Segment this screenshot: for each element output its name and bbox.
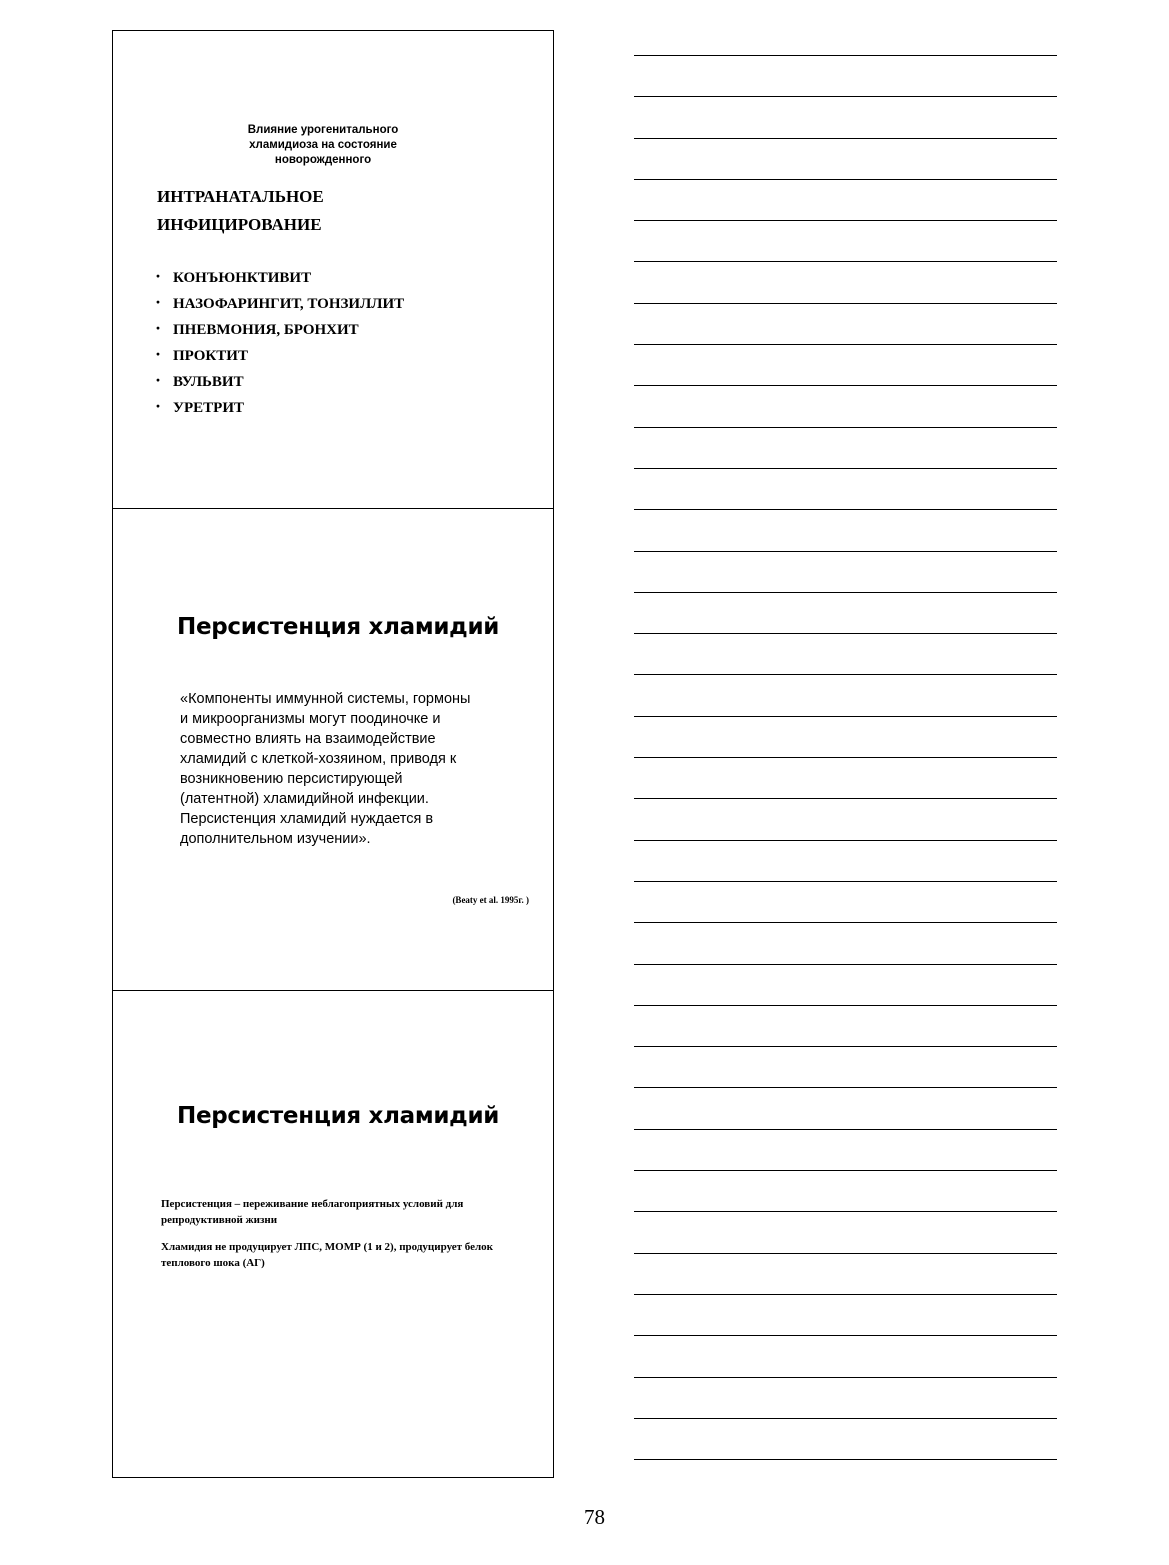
note-line (634, 1418, 1057, 1419)
note-line (634, 179, 1057, 180)
list-item (155, 290, 404, 316)
slide-1-heading-line1: ИНТРАНАТАЛЬНОЕ (157, 187, 324, 206)
note-line (634, 798, 1057, 799)
note-line (634, 633, 1057, 634)
note-line (634, 509, 1057, 510)
note-line (634, 922, 1057, 923)
note-line (634, 96, 1057, 97)
note-line (634, 138, 1057, 139)
slide-1 (113, 31, 553, 509)
list-item (155, 264, 404, 290)
slide-1-heading (157, 183, 324, 239)
slide-3 (113, 991, 553, 1477)
note-line (634, 220, 1057, 221)
list-item (155, 368, 404, 394)
slide-3-title: Персистенция хламидий (177, 1103, 500, 1129)
note-line (634, 840, 1057, 841)
note-line (634, 964, 1057, 965)
note-line (634, 1170, 1057, 1171)
list-item-label: УРЕТРИТ (173, 400, 245, 416)
list-item (155, 342, 404, 368)
note-line (634, 1335, 1057, 1336)
slide-2-quote: «Компоненты иммунной системы, гормоны и микроорганизмы могут поодиночке и совместно влиять на взаимодействие хламидий с клеткой-хозяином, приводя к возникновению персистирующей (латентной) хламидийной инфекции. Персистенция хламидий нуждается в дополнительном изучении». (180, 691, 471, 847)
note-line (634, 427, 1057, 428)
slide-1-heading-line2: ИНФИЦИРОВАНИЕ (157, 215, 322, 234)
note-line (634, 881, 1057, 882)
note-line (634, 1377, 1057, 1378)
note-line (634, 592, 1057, 593)
list-item-label: ПРОКТИТ (173, 348, 248, 364)
slide-1-title: Влияние урогенитального хламидиоза на состояние новорожденного (247, 124, 399, 166)
note-line (634, 261, 1057, 262)
note-line (634, 757, 1057, 758)
page-number: 78 (584, 1505, 605, 1529)
slide-3-text-1: Персистенция – переживание неблагоприятных условий для репродуктивной жизни (161, 1198, 464, 1226)
list-item-label: ВУЛЬВИТ (173, 374, 244, 390)
list-item-label: КОНЪЮНКТИВИТ (173, 270, 312, 286)
note-line (634, 468, 1057, 469)
note-line (634, 1046, 1057, 1047)
slide-2-title: Персистенция хламидий (177, 614, 500, 640)
note-line (634, 1129, 1057, 1130)
note-line (634, 1253, 1057, 1254)
note-line (634, 55, 1057, 56)
note-line (634, 303, 1057, 304)
note-line (634, 1087, 1057, 1088)
note-line (634, 716, 1057, 717)
note-line (634, 674, 1057, 675)
list-item (155, 394, 404, 420)
note-line (634, 1459, 1057, 1460)
note-line (634, 551, 1057, 552)
list-item-label: НАЗОФАРИНГИТ, ТОНЗИЛЛИТ (173, 296, 405, 312)
slides-column (112, 30, 554, 1478)
note-line (634, 1211, 1057, 1212)
list-item-label: ПНЕВМОНИЯ, БРОНХИТ (173, 322, 359, 338)
list-item (155, 316, 404, 342)
slide-3-text-2: Хламидия не продуцирует ЛПС, МОМР (1 и 2), продуцирует белок теплового шока (АГ) (161, 1241, 494, 1269)
notes-lines (634, 55, 1057, 1500)
note-line (634, 344, 1057, 345)
note-line (634, 385, 1057, 386)
note-line (634, 1294, 1057, 1295)
slide-1-bullet-list (155, 264, 404, 420)
slide-2-citation: (Beaty et al. 1995г. ) (452, 895, 529, 905)
note-line (634, 1005, 1057, 1006)
slide-2 (113, 509, 553, 991)
